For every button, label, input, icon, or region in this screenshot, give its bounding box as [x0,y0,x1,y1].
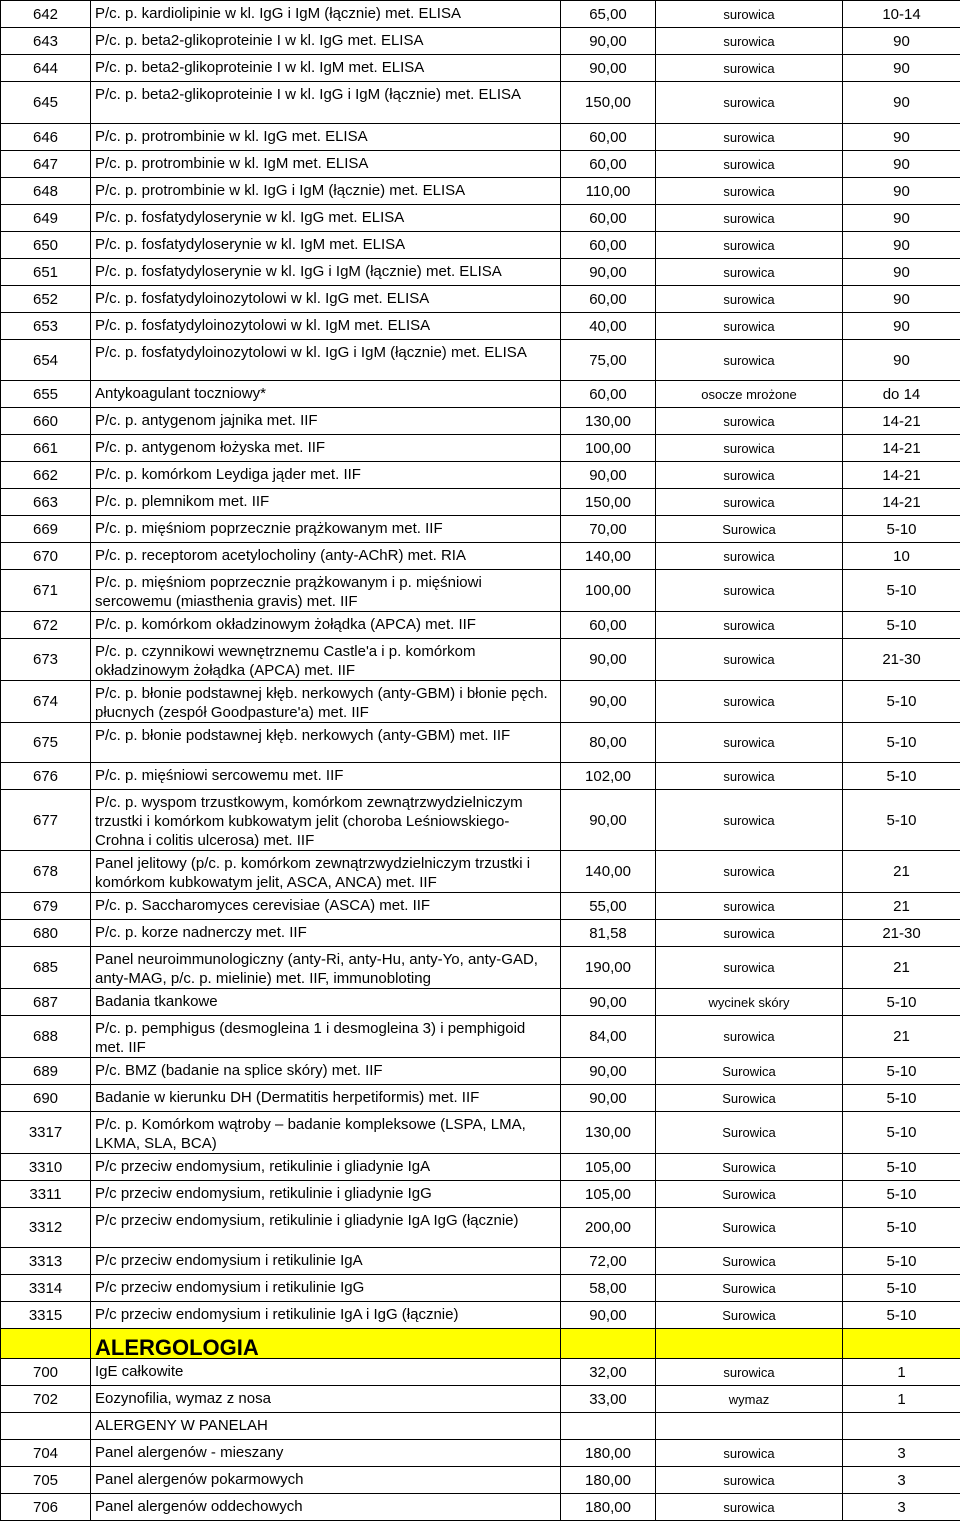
turnaround-cell: 5-10 [843,612,960,639]
table-row [1,893,960,920]
price-cell: 60,00 [561,151,656,178]
material-cell: surowica [656,124,843,151]
price-cell: 180,00 [561,1467,656,1494]
turnaround-cell: 90 [843,28,960,55]
code-cell: 671 [1,570,91,612]
test-name-cell: Badania tkankowe [91,989,561,1016]
test-name-cell: P/c przeciw endomysium i retikulinie IgA i IgG (łącznie) [91,1302,561,1329]
test-name-cell: P/c. p. korze nadnerczy met. IIF [91,920,561,947]
price-cell: 90,00 [561,989,656,1016]
code-cell: 685 [1,947,91,989]
turnaround-cell: do 14 [843,381,960,408]
code-cell: 662 [1,462,91,489]
material-cell: surowica [656,82,843,124]
test-name-cell: P/c. p. beta2-glikoproteinie I w kl. IgG i IgM (łącznie) met. ELISA [91,82,561,124]
code-cell: 3310 [1,1154,91,1181]
table-row [1,639,960,681]
material-cell: surowica [656,723,843,763]
code-cell: 647 [1,151,91,178]
table-row [1,1181,960,1208]
code-cell [1,1413,91,1440]
price-cell: 90,00 [561,1058,656,1085]
table-row [1,516,960,543]
price-cell: 65,00 [561,1,656,28]
turnaround-cell: 90 [843,232,960,259]
price-cell: 105,00 [561,1154,656,1181]
price-cell: 190,00 [561,947,656,989]
price-cell: 90,00 [561,55,656,82]
turnaround-cell: 5-10 [843,1058,960,1085]
turnaround-cell: 5-10 [843,1248,960,1275]
turnaround-cell: 21-30 [843,920,960,947]
table-row [1,1302,960,1329]
test-name-cell: P/c. p. komórkom okładzinowym żołądka (APCA) met. IIF [91,612,561,639]
material-cell: surowica [656,763,843,790]
turnaround-cell: 10-14 [843,1,960,28]
code-cell: 649 [1,205,91,232]
material-cell: surowica [656,790,843,851]
code-cell: 3313 [1,1248,91,1275]
turnaround-cell: 14-21 [843,489,960,516]
turnaround-cell: 90 [843,124,960,151]
test-name-cell: Panel alergenów oddechowych [91,1494,561,1521]
table-row [1,1208,960,1248]
test-name-cell: P/c. p. mięśniom poprzecznie prążkowanym i p. mięśniowi sercowemu (miasthenia gravis) met. IIF [91,570,561,612]
test-name-cell: P/c. p. fosfatydyloinozytolowi w kl. IgM met. ELISA [91,313,561,340]
code-cell: 680 [1,920,91,947]
material-cell: surowica [656,55,843,82]
table-row [1,286,960,313]
material-cell: wycinek skóry [656,989,843,1016]
material-cell: surowica [656,1359,843,1386]
turnaround-cell: 5-10 [843,790,960,851]
material-cell: Surowica [656,1181,843,1208]
price-cell: 140,00 [561,851,656,893]
code-cell: 705 [1,1467,91,1494]
turnaround-cell: 5-10 [843,1085,960,1112]
turnaround-cell: 5-10 [843,989,960,1016]
code-cell: 643 [1,28,91,55]
material-cell: surowica [656,151,843,178]
material-cell: Surowica [656,1275,843,1302]
price-cell: 55,00 [561,893,656,920]
turnaround-cell: 21-30 [843,639,960,681]
test-name-cell: Eozynofilia, wymaz z nosa [91,1386,561,1413]
test-name-cell: P/c. p. fosfatydyloserynie w kl. IgG i IgM (łącznie) met. ELISA [91,259,561,286]
code-cell: 689 [1,1058,91,1085]
code-cell: 670 [1,543,91,570]
material-cell: Surowica [656,516,843,543]
turnaround-cell: 90 [843,340,960,381]
price-cell: 80,00 [561,723,656,763]
turnaround-cell: 90 [843,259,960,286]
code-cell: 706 [1,1494,91,1521]
price-cell: 81,58 [561,920,656,947]
material-cell: wymaz [656,1386,843,1413]
turnaround-cell: 90 [843,286,960,313]
turnaround-cell: 5-10 [843,1112,960,1154]
price-cell: 40,00 [561,313,656,340]
code-cell: 663 [1,489,91,516]
price-cell: 60,00 [561,232,656,259]
price-cell: 140,00 [561,543,656,570]
price-cell: 58,00 [561,1275,656,1302]
price-cell: 84,00 [561,1016,656,1058]
turnaround-cell: 1 [843,1386,960,1413]
code-cell: 690 [1,1085,91,1112]
code-cell: 675 [1,723,91,763]
turnaround-cell: 21 [843,851,960,893]
test-name-cell: P/c. p. protrombinie w kl. IgM met. ELISA [91,151,561,178]
table-row [1,489,960,516]
table-row [1,1494,960,1521]
code-cell: 660 [1,408,91,435]
price-cell: 70,00 [561,516,656,543]
test-name-cell: P/c. p. fosfatydyloinozytolowi w kl. IgG i IgM (łącznie) met. ELISA [91,340,561,381]
material-cell: surowica [656,1440,843,1467]
test-name-cell: P/c. p. beta2-glikoproteinie I w kl. IgG met. ELISA [91,28,561,55]
code-cell: 645 [1,82,91,124]
code-cell: 679 [1,893,91,920]
test-name-cell: P/c przeciw endomysium i retikulinie IgA [91,1248,561,1275]
material-cell: surowica [656,947,843,989]
price-cell: 110,00 [561,178,656,205]
price-cell: 90,00 [561,1085,656,1112]
material-cell: surowica [656,205,843,232]
table-row [1,723,960,763]
price-cell: 90,00 [561,790,656,851]
material-cell: surowica [656,178,843,205]
code-cell: 688 [1,1016,91,1058]
test-name-cell: P/c przeciw endomysium i retikulinie IgG [91,1275,561,1302]
table-row [1,947,960,989]
material-cell [656,1413,843,1440]
material-cell: surowica [656,681,843,723]
test-name-cell: P/c. p. komórkom Leydiga jąder met. IIF [91,462,561,489]
code-cell: 661 [1,435,91,462]
material-cell: Surowica [656,1085,843,1112]
table-row [1,1386,960,1413]
code-cell: 654 [1,340,91,381]
table-row [1,1413,960,1440]
code-cell: 676 [1,763,91,790]
code-cell: 673 [1,639,91,681]
table-row [1,1248,960,1275]
code-cell: 642 [1,1,91,28]
table-row [1,55,960,82]
table-row [1,340,960,381]
turnaround-cell: 21 [843,947,960,989]
table-row [1,381,960,408]
test-name-cell: P/c. p. wyspom trzustkowym, komórkom zewnątrzwydzielniczym trzustki i komórkom kubkowatym jelit (choroba Leśniowskiego-Crohna i colitis ulcerosa) met. IIF [91,790,561,851]
material-cell: Surowica [656,1154,843,1181]
material-cell: surowica [656,259,843,286]
turnaround-cell: 14-21 [843,435,960,462]
table-row [1,28,960,55]
turnaround-cell: 90 [843,55,960,82]
section-row [1,1329,960,1359]
turnaround-cell: 90 [843,313,960,340]
test-name-cell: Panel alergenów pokarmowych [91,1467,561,1494]
table-body [1,1,960,1521]
test-name-cell: P/c. p. fosfatydyloserynie w kl. IgM met. ELISA [91,232,561,259]
code-cell: 672 [1,612,91,639]
table-row [1,205,960,232]
price-cell: 33,00 [561,1386,656,1413]
table-row [1,1440,960,1467]
material-cell: osocze mrożone [656,381,843,408]
code-cell: 3311 [1,1181,91,1208]
price-cell: 60,00 [561,381,656,408]
code-cell: 700 [1,1359,91,1386]
table-row [1,151,960,178]
table-row [1,1016,960,1058]
material-cell: Surowica [656,1058,843,1085]
turnaround-cell: 3 [843,1467,960,1494]
test-name-cell: P/c. p. pemphigus (desmogleina 1 i desmogleina 3) i pemphigoid met. IIF [91,1016,561,1058]
code-cell: 644 [1,55,91,82]
material-cell: surowica [656,639,843,681]
table-row [1,1275,960,1302]
price-cell: 60,00 [561,612,656,639]
material-cell: surowica [656,570,843,612]
price-cell: 180,00 [561,1440,656,1467]
table-row [1,543,960,570]
test-name-cell: P/c. p. czynnikowi wewnętrznemu Castle'a i p. komórkom okładzinowym żołądka (APCA) met. IIF [91,639,561,681]
code-cell: 674 [1,681,91,723]
test-name-cell: P/c. p. receptorom acetylocholiny (anty-AChR) met. RIA [91,543,561,570]
price-cell: 75,00 [561,340,656,381]
test-name-cell: P/c. BMZ (badanie na splice skóry) met. IIF [91,1058,561,1085]
code-cell: 677 [1,790,91,851]
table-row [1,124,960,151]
turnaround-cell: 21 [843,893,960,920]
price-cell: 102,00 [561,763,656,790]
material-cell: surowica [656,340,843,381]
price-cell: 90,00 [561,462,656,489]
material-cell: Surowica [656,1248,843,1275]
test-name-cell: P/c. p. mięśniowi sercowemu met. IIF [91,763,561,790]
table-row [1,1359,960,1386]
code-cell: 3317 [1,1112,91,1154]
price-cell: 90,00 [561,681,656,723]
test-name-cell: Panel neuroimmunologiczny (anty-Ri, anty-Hu, anty-Yo, anty-GAD, anty-MAG, p/c. p. mielinie) met. IIF, immunobloting [91,947,561,989]
turnaround-cell: 3 [843,1494,960,1521]
test-name-cell: P/c przeciw endomysium, retikulinie i gliadynie IgA IgG (łącznie) [91,1208,561,1248]
test-name-cell: P/c. p. mięśniom poprzecznie prążkowanym met. IIF [91,516,561,543]
table-row [1,259,960,286]
test-name-cell: P/c przeciw endomysium, retikulinie i gliadynie IgG [91,1181,561,1208]
turnaround-cell [843,1413,960,1440]
price-cell: 60,00 [561,286,656,313]
code-cell: 651 [1,259,91,286]
test-name-cell: Panel alergenów - mieszany [91,1440,561,1467]
material-cell: Surowica [656,1302,843,1329]
section-title: ALERGOLOGIA [91,1329,561,1359]
material-cell: surowica [656,489,843,516]
material-cell: Surowica [656,1208,843,1248]
price-cell: 100,00 [561,570,656,612]
material-cell: surowica [656,851,843,893]
price-cell: 105,00 [561,1181,656,1208]
material-cell: surowica [656,313,843,340]
turnaround-cell: 5-10 [843,1154,960,1181]
test-name-cell: P/c. p. kardiolipinie w kl. IgG i IgM (łącznie) met. ELISA [91,1,561,28]
code-cell: 3314 [1,1275,91,1302]
turnaround-cell: 5-10 [843,1275,960,1302]
table-row [1,1154,960,1181]
price-cell [561,1413,656,1440]
material-cell: surowica [656,893,843,920]
price-cell: 150,00 [561,82,656,124]
test-name-cell: Badanie w kierunku DH (Dermatitis herpetiformis) met. IIF [91,1085,561,1112]
price-cell: 60,00 [561,124,656,151]
price-cell: 150,00 [561,489,656,516]
table-row [1,1467,960,1494]
table-row [1,920,960,947]
test-name-cell: P/c. p. błonie podstawnej kłęb. nerkowych (anty-GBM) met. IIF [91,723,561,763]
table-row [1,232,960,259]
price-cell: 180,00 [561,1494,656,1521]
turnaround-cell: 5-10 [843,570,960,612]
material-cell: surowica [656,543,843,570]
code-cell: 655 [1,381,91,408]
table-row [1,408,960,435]
table-row [1,1085,960,1112]
test-name-cell: P/c. p. Komórkom wątroby – badanie kompleksowe (LSPA, LMA, LKMA, SLA, BCA) [91,1112,561,1154]
test-name-cell: Antykoagulant toczniowy* [91,381,561,408]
material-cell: surowica [656,435,843,462]
turnaround-cell: 5-10 [843,1181,960,1208]
price-cell: 90,00 [561,1302,656,1329]
table-row [1,989,960,1016]
turnaround-cell: 5-10 [843,681,960,723]
test-name-cell: P/c. p. Saccharomyces cerevisiae (ASCA) met. IIF [91,893,561,920]
material-cell: surowica [656,1,843,28]
turnaround-cell: 90 [843,82,960,124]
turnaround-cell: 90 [843,151,960,178]
test-name-cell: Panel jelitowy (p/c. p. komórkom zewnątrzwydzielniczym trzustki i komórkom kubkowatym jelit, ASCA, ANCA) met. IIF [91,851,561,893]
material-cell: Surowica [656,1112,843,1154]
table-row [1,570,960,612]
test-name-cell: P/c. p. beta2-glikoproteinie I w kl. IgM met. ELISA [91,55,561,82]
test-name-cell: P/c. p. fosfatydyloinozytolowi w kl. IgG met. ELISA [91,286,561,313]
turnaround-cell: 5-10 [843,1302,960,1329]
turnaround-cell: 5-10 [843,723,960,763]
test-name-cell: P/c. p. plemnikom met. IIF [91,489,561,516]
code-cell: 3315 [1,1302,91,1329]
material-cell: surowica [656,920,843,947]
code-cell: 652 [1,286,91,313]
material-cell: surowica [656,232,843,259]
test-name-cell: P/c. p. antygenom jajnika met. IIF [91,408,561,435]
turnaround-cell: 90 [843,178,960,205]
table-row [1,763,960,790]
price-cell: 130,00 [561,1112,656,1154]
table-row [1,1058,960,1085]
table-row [1,851,960,893]
test-name-cell: P/c. p. fosfatydyloserynie w kl. IgG met. ELISA [91,205,561,232]
price-cell: 90,00 [561,28,656,55]
test-name-cell: P/c. p. protrombinie w kl. IgG met. ELISA [91,124,561,151]
code-cell: 646 [1,124,91,151]
price-cell: 100,00 [561,435,656,462]
turnaround-cell: 3 [843,1440,960,1467]
code-cell [1,1329,91,1359]
table-row [1,462,960,489]
price-cell: 130,00 [561,408,656,435]
price-cell: 90,00 [561,639,656,681]
material-cell: surowica [656,408,843,435]
turnaround-cell: 5-10 [843,516,960,543]
test-name-cell: P/c. p. antygenom łożyska met. IIF [91,435,561,462]
turnaround-cell: 14-21 [843,408,960,435]
price-cell: 200,00 [561,1208,656,1248]
test-name-cell: P/c przeciw endomysium, retikulinie i gliadynie IgA [91,1154,561,1181]
code-cell: 669 [1,516,91,543]
table-row [1,178,960,205]
material-cell: surowica [656,28,843,55]
test-name-cell: ALERGENY W PANELAH [91,1413,561,1440]
turnaround-cell: 5-10 [843,763,960,790]
turnaround-cell: 10 [843,543,960,570]
table-row [1,313,960,340]
code-cell: 650 [1,232,91,259]
test-name-cell: P/c. p. protrombinie w kl. IgG i IgM (łącznie) met. ELISA [91,178,561,205]
test-name-cell: IgE całkowite [91,1359,561,1386]
price-cell: 90,00 [561,259,656,286]
code-cell: 678 [1,851,91,893]
code-cell: 3312 [1,1208,91,1248]
test-name-cell: P/c. p. błonie podstawnej kłęb. nerkowych (anty-GBM) i błonie pęch. płucnych (zespół Goodpasture'a) met. IIF [91,681,561,723]
price-cell [561,1329,656,1359]
price-cell: 32,00 [561,1359,656,1386]
code-cell: 648 [1,178,91,205]
material-cell: surowica [656,1494,843,1521]
turnaround-cell: 90 [843,205,960,232]
turnaround-cell: 5-10 [843,1208,960,1248]
turnaround-cell: 14-21 [843,462,960,489]
material-cell [656,1329,843,1359]
material-cell: surowica [656,462,843,489]
code-cell: 687 [1,989,91,1016]
code-cell: 702 [1,1386,91,1413]
turnaround-cell [843,1329,960,1359]
table-row [1,1,960,28]
material-cell: surowica [656,286,843,313]
table-row [1,790,960,851]
material-cell: surowica [656,1016,843,1058]
table-row [1,1112,960,1154]
table-row [1,435,960,462]
price-cell: 72,00 [561,1248,656,1275]
code-cell: 704 [1,1440,91,1467]
table-row [1,612,960,639]
turnaround-cell: 21 [843,1016,960,1058]
material-cell: surowica [656,1467,843,1494]
table-row [1,82,960,124]
code-cell: 653 [1,313,91,340]
table-row [1,681,960,723]
turnaround-cell: 1 [843,1359,960,1386]
material-cell: surowica [656,612,843,639]
price-cell: 60,00 [561,205,656,232]
